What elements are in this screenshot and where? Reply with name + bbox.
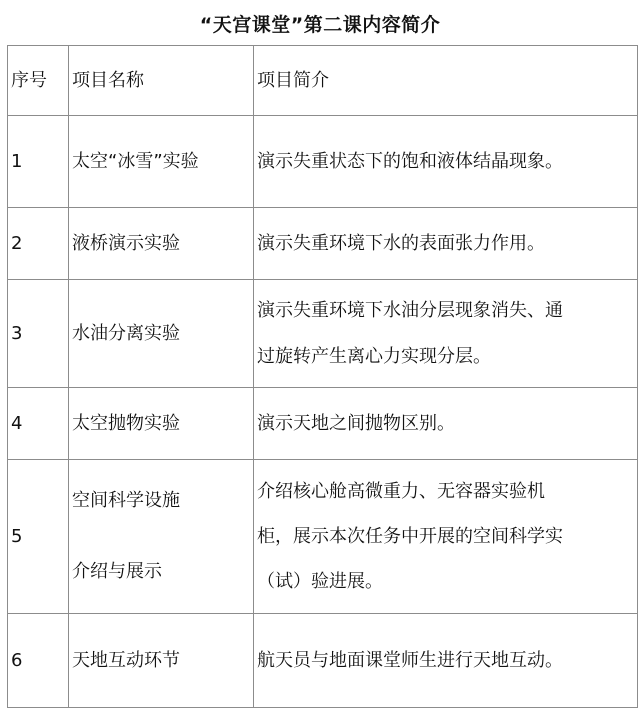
header-project-name: 项目名称: [69, 46, 254, 116]
table-row: [8, 388, 638, 460]
row-project-name: [69, 460, 254, 614]
row-project-name: 水油分离实验: [69, 280, 254, 388]
row-index: 4: [8, 388, 69, 460]
table-row: [8, 116, 638, 208]
row-project-description: 演示失重环境下水的表面张力作用。: [254, 208, 638, 280]
table-header-row: [8, 46, 638, 116]
description-line: 柜，展示本次任务中开展的空间科学实: [257, 525, 563, 547]
row-project-description: [254, 280, 638, 388]
row-index: 2: [8, 208, 69, 280]
row-project-description: [254, 460, 638, 614]
name-line: 空间科学设施: [72, 490, 180, 511]
row-project-name: 太空“冰雪”实验: [69, 116, 254, 208]
row-index: 3: [8, 280, 69, 388]
row-project-name: 天地互动环节: [69, 614, 254, 708]
header-project-description: 项目简介: [254, 46, 638, 116]
document-title: “天宫课堂”第二课内容简介: [199, 14, 441, 36]
name-line: 介绍与展示: [72, 561, 162, 582]
row-index: 1: [8, 116, 69, 208]
row-project-name: 液桥演示实验: [69, 208, 254, 280]
row-project-name: 太空抛物实验: [69, 388, 254, 460]
description-line: 过旋转产生离心力实现分层。: [257, 345, 491, 367]
row-project-description: 演示失重状态下的饱和液体结晶现象。: [254, 116, 638, 208]
table-row: [8, 208, 638, 280]
description-line: 演示失重环境下水油分层现象消失、通: [257, 299, 563, 321]
description-line: 介绍核心舱高微重力、无容器实验机: [257, 480, 545, 502]
row-project-description: 航天员与地面课堂师生进行天地互动。: [254, 614, 638, 708]
description-line: （试）验进展。: [257, 570, 383, 592]
row-index: 5: [8, 460, 69, 614]
header-index: 序号: [8, 46, 69, 116]
row-index: 6: [8, 614, 69, 708]
table-row: [8, 614, 638, 708]
table-row: [8, 280, 638, 388]
table-row: [8, 460, 638, 614]
row-project-description: 演示天地之间抛物区别。: [254, 388, 638, 460]
content-table: [7, 45, 638, 708]
